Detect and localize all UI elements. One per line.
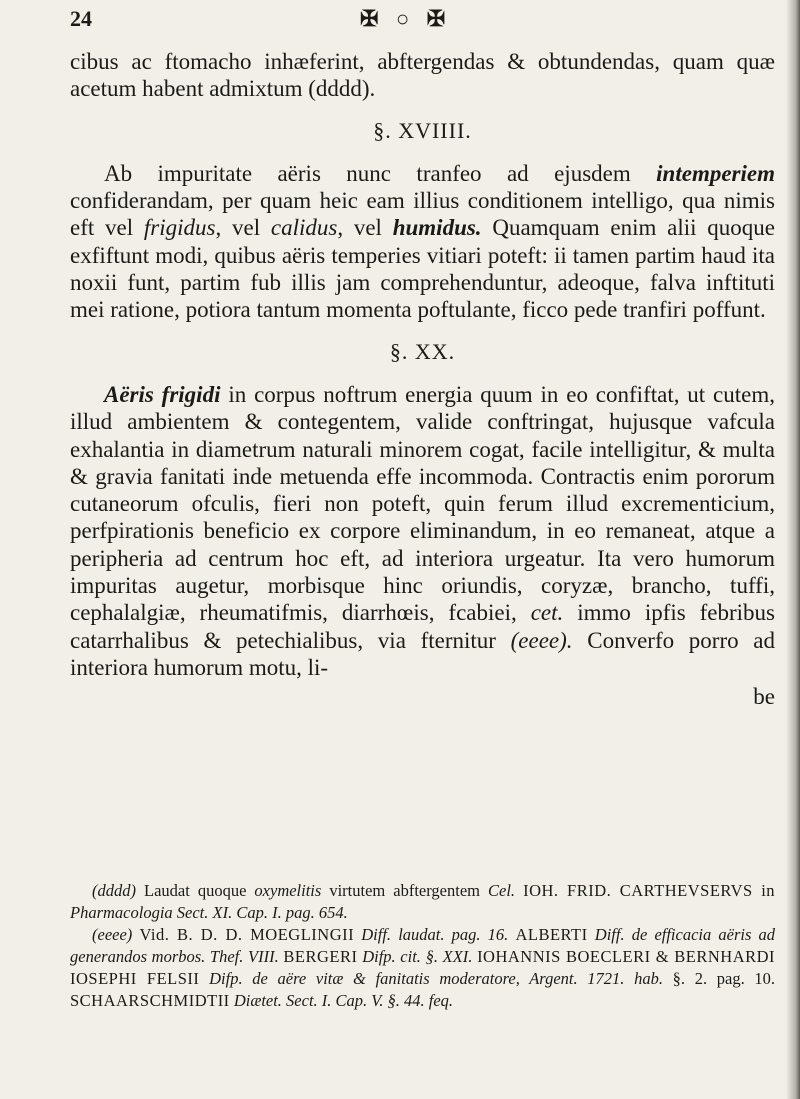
- text-span: IOH. FRID. CARTHEVSERVS in: [523, 881, 776, 900]
- page-header: [70, 6, 770, 46]
- page-number: 24: [70, 6, 92, 31]
- text-span: Quamquam enim alii quoque exfiftunt modi, quibus aëris temperies vitiari poteft: ii tamen partim haud ita noxii funt, partim fub illis jam comprehenduntur, adeoque, falva inftituti mei ratione, potiora tantum momenta poftulante, ficco pede tranfiri poffunt.: [70, 215, 776, 323]
- emphasis-frigidus: frigidus: [143, 215, 216, 241]
- page-gutter-shadow: [786, 0, 800, 1099]
- footnote-eeee: [70, 924, 775, 1012]
- emphasis-aeris-frigidi: Aëris frigidi: [104, 381, 221, 407]
- footnote-dddd: [70, 880, 775, 924]
- footnote-mark: (dddd): [92, 881, 136, 900]
- header-ornament: ✠ ○ ✠: [360, 6, 452, 31]
- text-span: IOHANNIS BOECLERI & BERNHARDI IOSEPHI FELSII: [70, 947, 776, 988]
- emphasis-intemperiem: intemperiem: [656, 160, 775, 186]
- paragraph-20: [70, 381, 775, 681]
- text-span: virtutem abftergentem: [329, 881, 480, 900]
- text-span: confiderandam, per quam heic eam illius conditionem intelligo, qua nimis eft vel: [70, 188, 775, 241]
- text-span: Vid. B. D. D. MOEGLINGII: [139, 925, 355, 944]
- emphasis-humidus: humidus.: [392, 215, 482, 241]
- text-span: immo ipfis febribus catarrhalibus & petechialibus, via fternitur: [70, 600, 776, 653]
- text-span: ALBERTI: [515, 925, 588, 944]
- text-span: Converfo porro ad interiora humorum motu, li-: [70, 627, 775, 680]
- footnotes: [70, 880, 775, 1012]
- text-span: in corpus noftrum energia quum in eo confiftat, ut cutem, illud ambientem & contegentem, valide conftringat, hujusque vafcula exhalantia in diametrum naturali minorem cogat, facile intelligitur, & multa & gravia fanitati inde metuenda effe incommoda. Contractis enim pororum cutaneorum ofculis, fieri non poteft, quin ferum illud excrementicium, perfpirationis beneficio ex corpore eliminandum, in eo remaneat, atque a peripheria ad centrum hoc eft, ad interiora urgeatur. Ita vero humorum impuritas augetur, morbisque hinc oriundis, coryzæ, brancho, tuffi, cephalalgiæ, rheumatifmis, diarrhœis, fcabiei,: [70, 381, 775, 626]
- text-span: Difp. cit. §. XXI.: [362, 947, 473, 966]
- text-span: Diff. laudat. pag. 16.: [361, 925, 509, 944]
- text-span: , vel: [215, 215, 261, 241]
- text-span: Cel.: [488, 881, 516, 900]
- paragraph-continuation: cibus ac ftomacho inhæferint, abftergendas & obtundendas, quam quæ acetum habent admixtum (dddd).: [70, 49, 775, 102]
- section-heading-20: §. XX.: [389, 338, 456, 364]
- text-span: oxymelitis: [254, 881, 322, 900]
- text-span: Difp. de aëre vitæ & fanitatis moderatore, Argent. 1721. hab.: [209, 969, 663, 988]
- emphasis-calidus: calidus: [270, 215, 338, 241]
- emphasis-cet: cet.: [530, 600, 564, 626]
- footnote-ref-eeee: (eeee).: [510, 627, 573, 653]
- catchword: be: [753, 684, 775, 710]
- text-span: Diff. de efficacia aëris ad generandos morbos. Thef. VIII.: [70, 925, 776, 966]
- text-span: BERGERI: [283, 947, 358, 966]
- main-text: [70, 48, 775, 711]
- text-span: SCHAARSCHMIDTII: [70, 991, 230, 1010]
- footnote-mark: (eeee): [92, 925, 133, 944]
- text-span: Pharmacologia Sect. XI. Cap. I. pag. 654.: [70, 903, 348, 922]
- text-span: Ab impuritate aëris nunc tranfeo ad ejusdem: [104, 160, 631, 186]
- text-span: Diætet. Sect. I. Cap. V. §. 44. feq.: [233, 991, 454, 1010]
- text-span: , vel: [337, 215, 382, 241]
- section-heading-19: §. XVIIII.: [373, 117, 472, 143]
- text-span: Laudat quoque: [144, 881, 247, 900]
- paragraph-19: [70, 160, 775, 324]
- text-span: §. 2. pag. 10.: [672, 969, 776, 988]
